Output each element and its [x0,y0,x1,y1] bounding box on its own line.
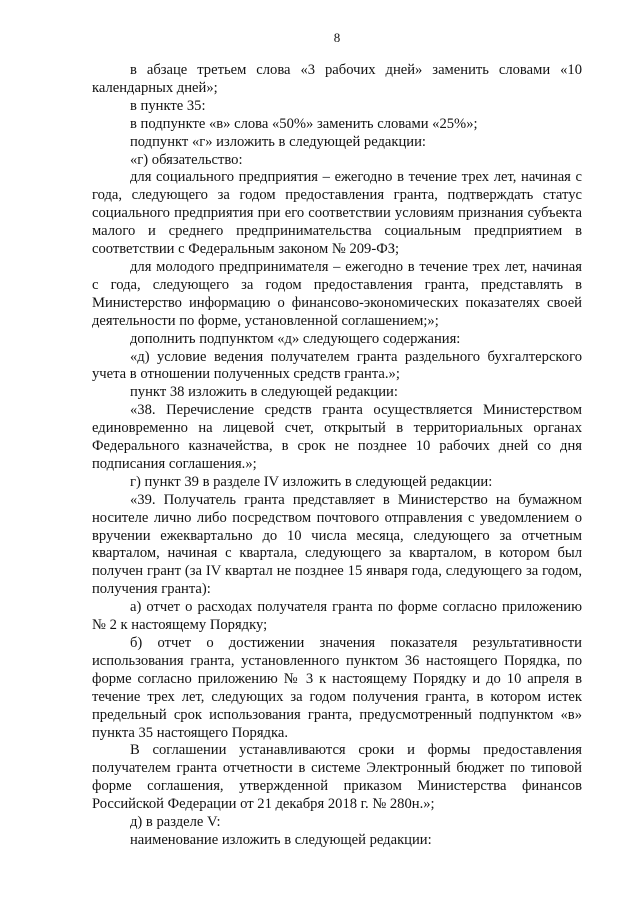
paragraph: а) отчет о расходах получателя гранта по форме согласно приложению № 2 к настоящему Порядку; [92,599,582,634]
paragraph: д) в разделе V: [130,814,221,831]
paragraph: «д) условие ведения получателем гранта раздельного бухгалтерского учета в отношении полученных средств гранта.»; [92,348,582,383]
paragraph: «г) обязательство: [130,151,243,168]
paragraph: в подпункте «в» слова «50%» заменить словами «25%»; [130,115,478,132]
paragraph: дополнить подпунктом «д» следующего содержания: [130,330,461,347]
paragraph: «38. Перечисление средств гранта осуществляется Министерством единовременно на лицевой счет, открытый в территориальных органах Федерального казначейства, в срок не позднее 10 рабочих дней со дня подписания соглашения.»; [92,402,582,472]
paragraph: В соглашении устанавливаются сроки и формы предоставления получателем гранта отчетности в системе Электронный бюджет по типовой форме соглашения, утвержденной приказом Министерства финансов Российской Федерации от 21 декабря 2018 г. № 280н.»; [92,742,582,813]
paragraph: для молодого предпринимателя – ежегодно в течение трех лет, начиная с года, следующего за годом предоставления гранта, представлять в Министерство информацию о финансово-экономических показателях своей деятельности по форме, установленной соглашением;»; [92,258,582,329]
paragraph: в пункте 35: [130,97,206,114]
paragraph: пункт 38 изложить в следующей редакции: [130,384,398,401]
paragraph: наименование изложить в следующей редакции: [130,831,432,848]
paragraph: б) отчет о достижении значения показателя результативности использования гранта, установленного пунктом 36 настоящего Порядка, по форме согласно приложению № 3 к настоящему Порядку и до 10 апреля в течение трех лет, следующих за годом получения гранта, в котором истек предельный срок использования гранта, предусмотренный подпунктом «в» пункта 35 настоящего Порядка. [92,635,582,741]
paragraph: г) пункт 39 в разделе IV изложить в следующей редакции: [130,473,493,490]
page-number: 8 [333,30,341,45]
paragraph: подпункт «г» изложить в следующей редакции: [130,133,426,150]
paragraph: «39. Получатель гранта представляет в Министерство на бумажном носителе лично либо посредством почтового отправления с уведомлением о вручении ежеквартально до 10 числа месяца, следующего за отчетным кварталом, начиная с квартала, следующего за кварталом, в котором был получен грант (за IV квартал не позднее 15 января года, следующего за годом, получения гранта): [92,491,582,598]
paragraph: для социального предприятия – ежегодно в течение трех лет, начиная с года, следующего за годом предоставления гранта, подтверждать статус социального предприятия при его соответствии условиям признания субъекта малого и среднего предпринимательства социальным предприятием в соответствии с Федеральным законом № 209-ФЗ; [92,169,582,258]
paragraph: в абзаце третьем слова «3 рабочих дней» заменить словами «10 календарных дней»; [92,62,582,96]
document-body [92,62,582,850]
